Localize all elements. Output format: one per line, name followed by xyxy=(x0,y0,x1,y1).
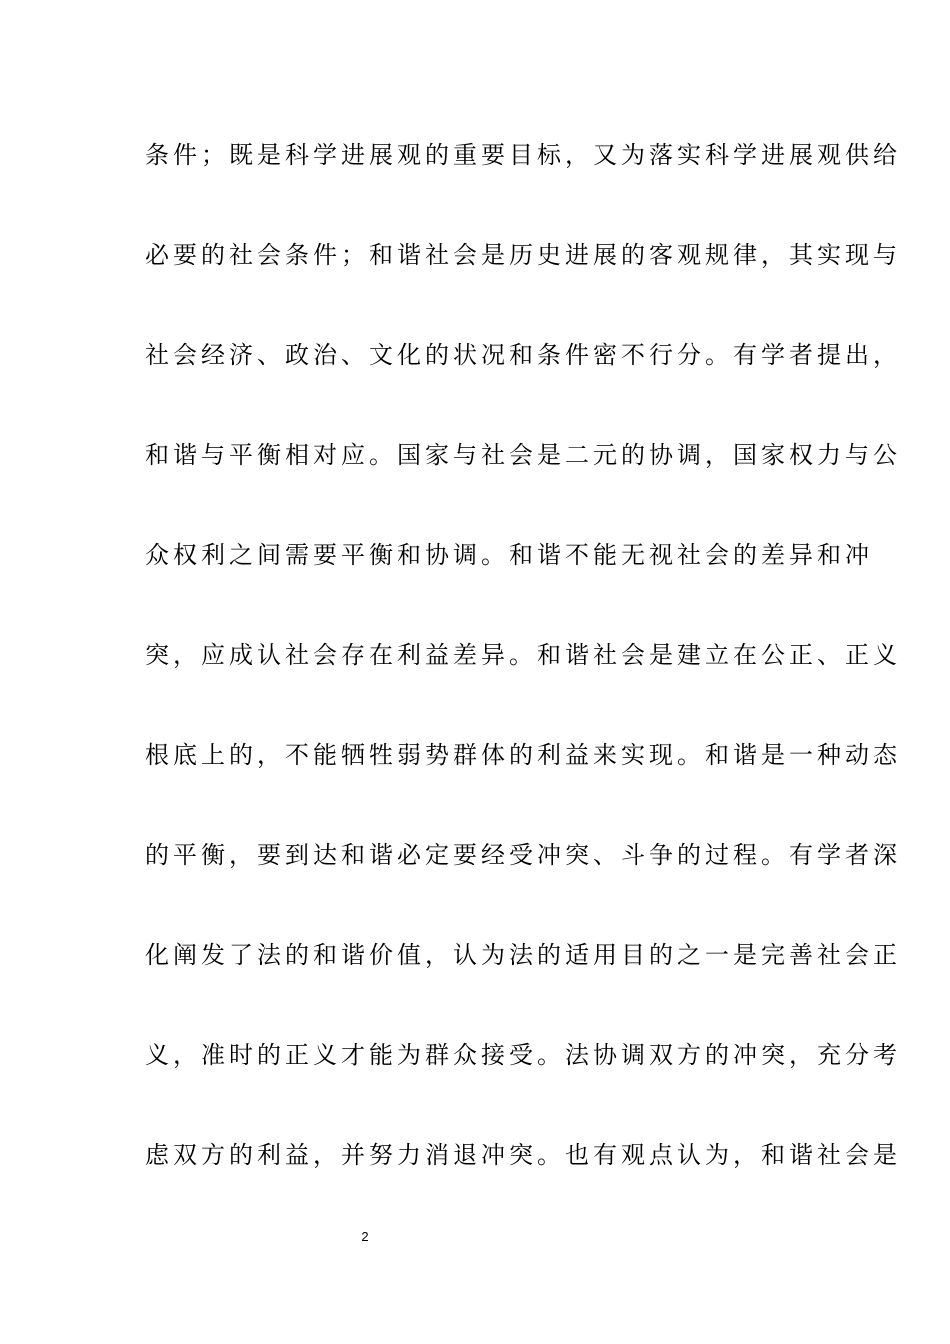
text-line: 突，应成认社会存在利益差异。和谐社会是建立在公正、正义 xyxy=(145,641,901,669)
text-line: 根底上的，不能牺牲弱势群体的利益来实现。和谐是一种动态 xyxy=(145,741,901,769)
page-number: 2 xyxy=(361,1229,369,1244)
body-paragraph xyxy=(145,133,901,1233)
text-line: 众权利之间需要平衡和协调。和谐不能无视社会的差异和冲 xyxy=(145,541,873,569)
text-line: 和谐与平衡相对应。国家与社会是二元的协调，国家权力与公 xyxy=(145,441,901,469)
text-line: 虑双方的利益，并努力消退冲突。也有观点认为，和谐社会是 xyxy=(145,1141,901,1169)
text-line: 的平衡，要到达和谐必定要经受冲突、斗争的过程。有学者深 xyxy=(145,841,901,869)
text-line: 必要的社会条件；和谐社会是历史进展的客观规律，其实现与 xyxy=(145,241,901,269)
text-line: 化阐发了法的和谐价值，认为法的适用目的之一是完善社会正 xyxy=(145,941,901,969)
text-line: 条件；既是科学进展观的重要目标，又为落实科学进展观供给 xyxy=(145,141,901,169)
text-line: 社会经济、政治、文化的状况和条件密不行分。有学者提出， xyxy=(145,341,901,369)
text-line: 义，准时的正义才能为群众接受。法协调双方的冲突，充分考 xyxy=(145,1041,901,1069)
